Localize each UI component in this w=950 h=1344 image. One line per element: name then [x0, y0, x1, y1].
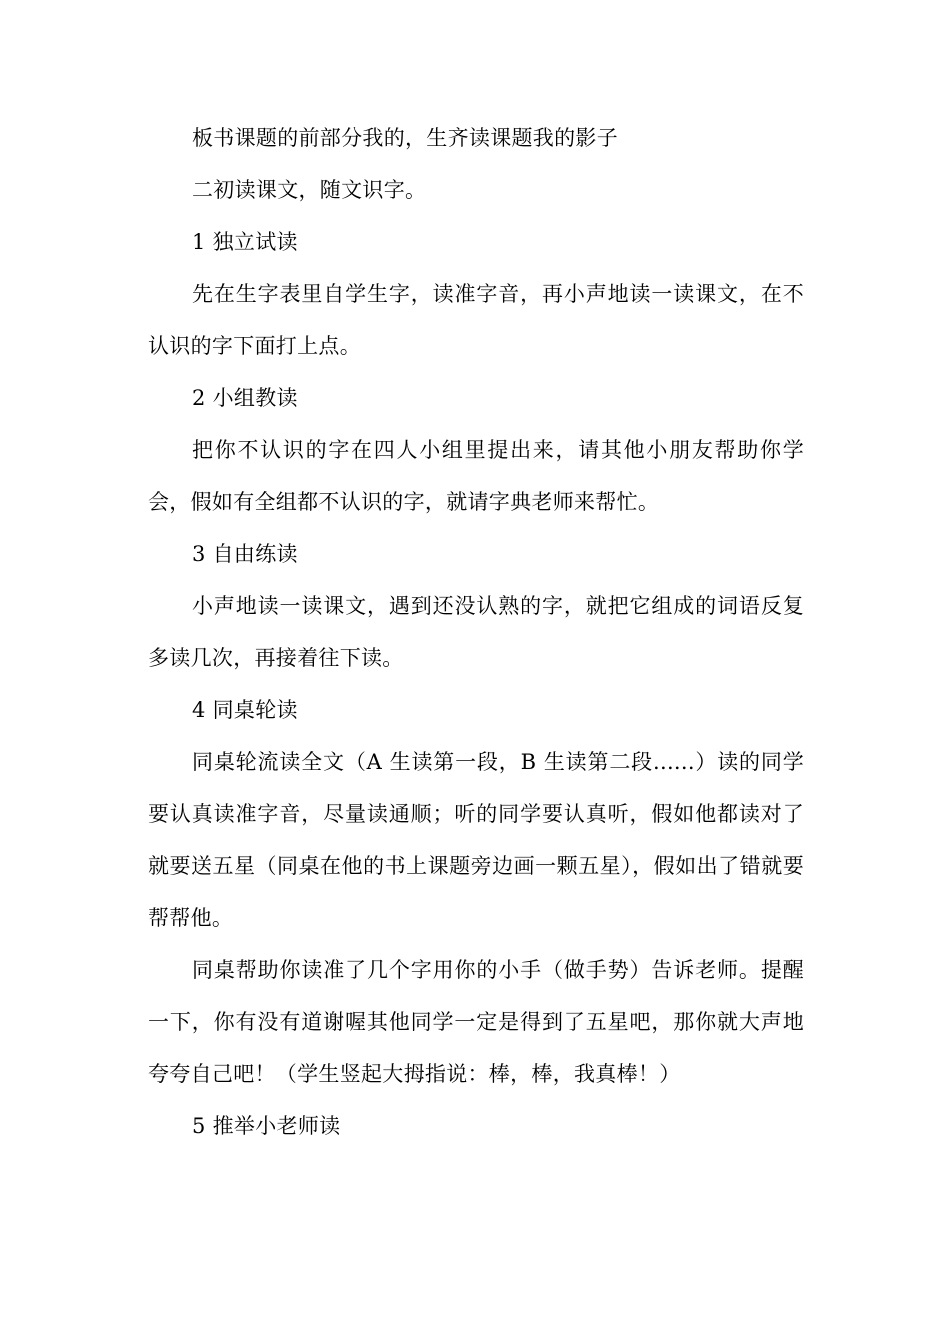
paragraph-step-3-heading: 3 自由练读	[192, 542, 298, 566]
document-body	[148, 112, 804, 1152]
paragraph-step-5-heading: 5 推举小老师读	[192, 1114, 341, 1138]
paragraph-section-heading: 二初读课文，随文识字。	[192, 178, 427, 202]
paragraph-lesson-title: 板书课题的前部分我的，生齐读课题我的影子	[192, 126, 618, 150]
paragraph-step-4-body: 同桌轮流读全文（A 生读第一段，B 生读第二段......）读的同学要认真读准字音，尽量读通顺；听的同学要认真听，假如他都读对了就要送五星（同桌在他的书上课题旁边画一颗五星），假如出了错就要帮帮他。	[148, 750, 804, 930]
paragraph-step-4-heading: 4 同桌轮读	[192, 698, 298, 722]
paragraph-step-3-body: 小声地读一读课文，遇到还没认熟的字，就把它组成的词语反复多读几次，再接着往下读。	[148, 594, 804, 670]
paragraph-step-4-followup: 同桌帮助你读准了几个字用你的小手（做手势）告诉老师。提醒一下，你有没有道谢喔其他同学一定是得到了五星吧，那你就大声地夸夸自己吧！（学生竖起大拇指说：棒，棒，我真棒！）	[148, 958, 804, 1086]
paragraph-step-2-body: 把你不认识的字在四人小组里提出来，请其他小朋友帮助你学会，假如有全组都不认识的字，就请字典老师来帮忙。	[148, 438, 804, 514]
paragraph-step-1-body: 先在生字表里自学生字，读准字音，再小声地读一读课文，在不认识的字下面打上点。	[148, 282, 804, 358]
paragraph-step-2-heading: 2 小组教读	[192, 386, 298, 410]
paragraph-step-1-heading: 1 独立试读	[192, 230, 298, 254]
